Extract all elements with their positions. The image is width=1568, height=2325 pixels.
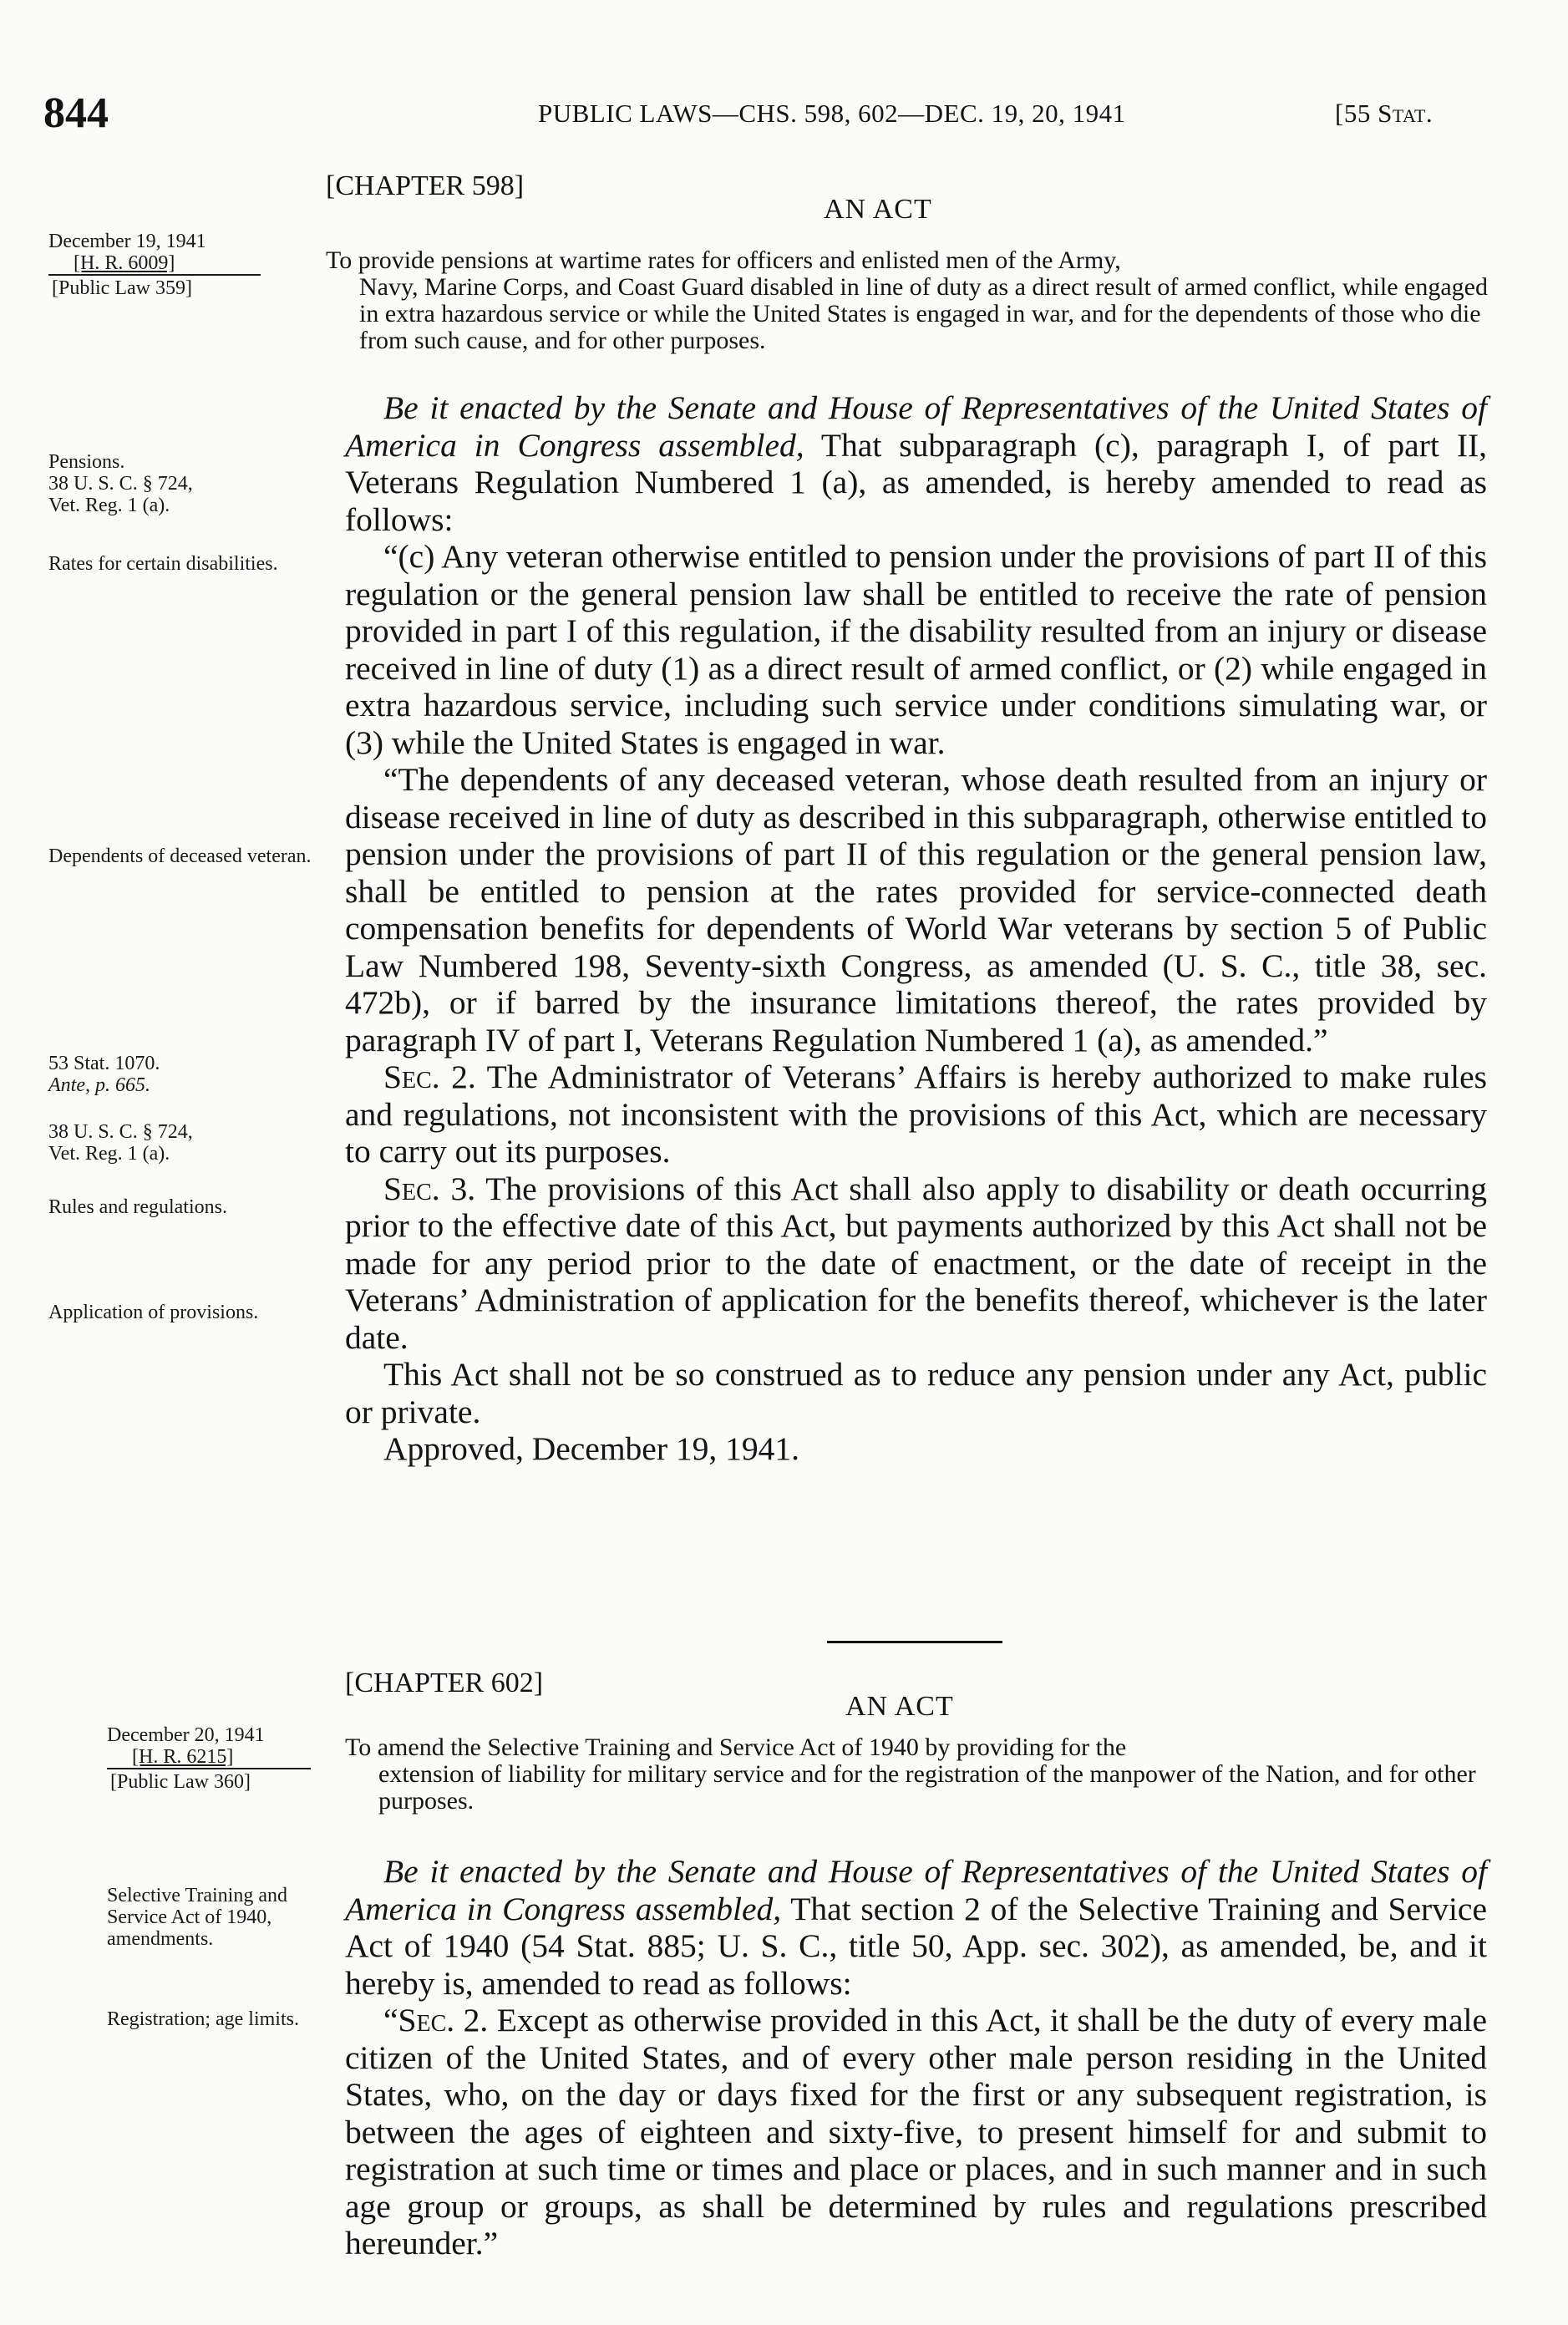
chapter-598-body bbox=[345, 389, 1487, 1468]
margin-note-rules: Rules and regulations. bbox=[48, 1196, 227, 1218]
chapter-598-long-title bbox=[326, 247, 1495, 354]
section-3: Sec. 3. The provisions of this Act shall also apply to disability or death occurring prior to the effective date of this Act, but payments authorized by this Act shall not be made for any period prior to the date of enactment, or the date of receipt in the Veterans’ Administration of application for the benefits thereof, whichever is the later date. bbox=[345, 1170, 1487, 1356]
margin-date: December 20, 1941 bbox=[107, 1724, 265, 1746]
long-title-rest: extension of liability for military service and for the registration of the manpower of the Nation, and for other purposes. bbox=[378, 1760, 1476, 1815]
section-2-amended: “Sec. 2. Except as otherwise provided in this Act, it shall be the duty of every male citizen of the United States, and of every other male person residing in the United States, who, on the day or days fixed for the first or any subsequent registration, is between the ages of eighteen and sixty-five, to present himself for and submit to registration at such time or times and place or places, and in such manner and in such age group or groups, as shall be determined by rules and regulations prescribed hereunder.” bbox=[345, 2002, 1488, 2262]
page-number: 844 bbox=[43, 89, 109, 137]
margin-public-law: [Public Law 359] bbox=[48, 274, 261, 299]
chapter-602-label: [CHAPTER 602] bbox=[345, 1668, 544, 1698]
chapter-598-margin-dates bbox=[48, 231, 324, 299]
running-header bbox=[0, 89, 1568, 139]
construction-clause: This Act shall not be so construed as to reduce any pension under any Act, public or private. bbox=[345, 1356, 1487, 1430]
long-title-rest: Navy, Marine Corps, and Coast Guard disabled in line of duty as a direct result of armed conflict, while engaged in extra hazardous service or while the United States is engaged in war, and for the dependents of those who die from such cause, and for other purposes. bbox=[359, 273, 1488, 354]
running-title: PUBLIC LAWS—CHS. 598, 602—DEC. 19, 20, 1941 bbox=[538, 99, 1126, 128]
approval-date: Approved, December 19, 1941. bbox=[383, 1430, 799, 1467]
margin-bill: [H. R. 6215] bbox=[132, 1746, 234, 1768]
chapter-602-long-title bbox=[345, 1734, 1489, 1815]
margin-note-usc-ref: 38 U. S. C. § 724, Vet. Reg. 1 (a). bbox=[48, 1121, 193, 1165]
chapter-divider bbox=[827, 1641, 1002, 1643]
margin-note-stat-ref: 53 Stat. 1070. Ante, p. 665. bbox=[48, 1053, 160, 1096]
chapter-598-label: [CHAPTER 598] bbox=[326, 170, 525, 201]
margin-note-rates: Rates for certain disabilities. bbox=[48, 553, 278, 575]
enacting-clause: Be it enacted by the Senate and House of Representatives of the United States of America in Congress assembled, That section 2 of the Selective Training and Service Act of 1940 (54 Stat. 885; U. S. C., title 50, App. sec. 302), as amended, be, and it hereby is, amended to read as follows: bbox=[345, 1853, 1487, 2002]
chapter-602-body bbox=[345, 1853, 1487, 2262]
volume-reference: [55 Stat. bbox=[1335, 99, 1434, 128]
enacting-clause: Be it enacted by the Senate and House of Representatives of the United States of America in Congress assembled, That subparagraph (c), paragraph I, of part II, Veterans Regulation Numbered 1 (a), as amended, is hereby amended to read as follows: bbox=[345, 389, 1487, 538]
margin-note-registration: Registration; age limits. bbox=[107, 2008, 299, 2030]
paragraph-c: “(c) Any veteran otherwise entitled to pension under the provisions of part II of this regulation or the general pension law shall be entitled to receive the rate of pension provided in part I of this regulation, if the disability resulted from an injury or disease received in line of duty (1) as a direct result of armed conflict, or (2) while engaged in extra hazardous service, including such service under conditions simulating war, or (3) while the United States is engaged in war. bbox=[345, 538, 1487, 761]
section-2: Sec. 2. The Administrator of Veterans’ Affairs is hereby authorized to make rules and regulations, not inconsistent with the provisions of this Act, which are necessary to carry out its purposes. bbox=[345, 1058, 1488, 1170]
margin-note-pensions: Pensions. 38 U. S. C. § 724, Vet. Reg. 1 (a). bbox=[48, 451, 193, 516]
long-title-first-line: To provide pensions at wartime rates for officers and enlisted men of the Army, bbox=[326, 246, 1121, 274]
long-title-first-line: To amend the Selective Training and Service Act of 1940 by providing for the bbox=[345, 1734, 1127, 1761]
paragraph-dependents: “The dependents of any deceased veteran, whose death resulted from an injury or disease received in line of duty as described in this subparagraph, otherwise entitled to pension under the provisions of part II of this regulation or the general pension law, shall be entitled to pension at the rates provided for service-connected death compensation benefits for dependents of World War veterans by section 5 of Public Law Numbered 198, Seventy-sixth Congress, as amended (U. S. C., title 38, sec. 472b), or if barred by the insurance limitations thereof, the rates provided by paragraph IV of part I, Veterans Regulation Numbered 1 (a), as amended.” bbox=[345, 761, 1487, 1058]
chapter-598-heading: AN ACT bbox=[824, 194, 932, 225]
margin-note-dependents: Dependents of deceased veteran. bbox=[48, 845, 312, 867]
margin-bill: [H. R. 6009] bbox=[74, 252, 175, 274]
margin-note-selective: Selective Training and Service Act of 1940, amendments. bbox=[107, 1885, 287, 1950]
margin-public-law: [Public Law 360] bbox=[107, 1768, 311, 1793]
margin-date: December 19, 1941 bbox=[48, 231, 206, 252]
chapter-602-margin-dates bbox=[107, 1724, 332, 1793]
margin-note-application: Application of provisions. bbox=[48, 1302, 259, 1323]
chapter-602-heading: AN ACT bbox=[845, 1691, 954, 1722]
